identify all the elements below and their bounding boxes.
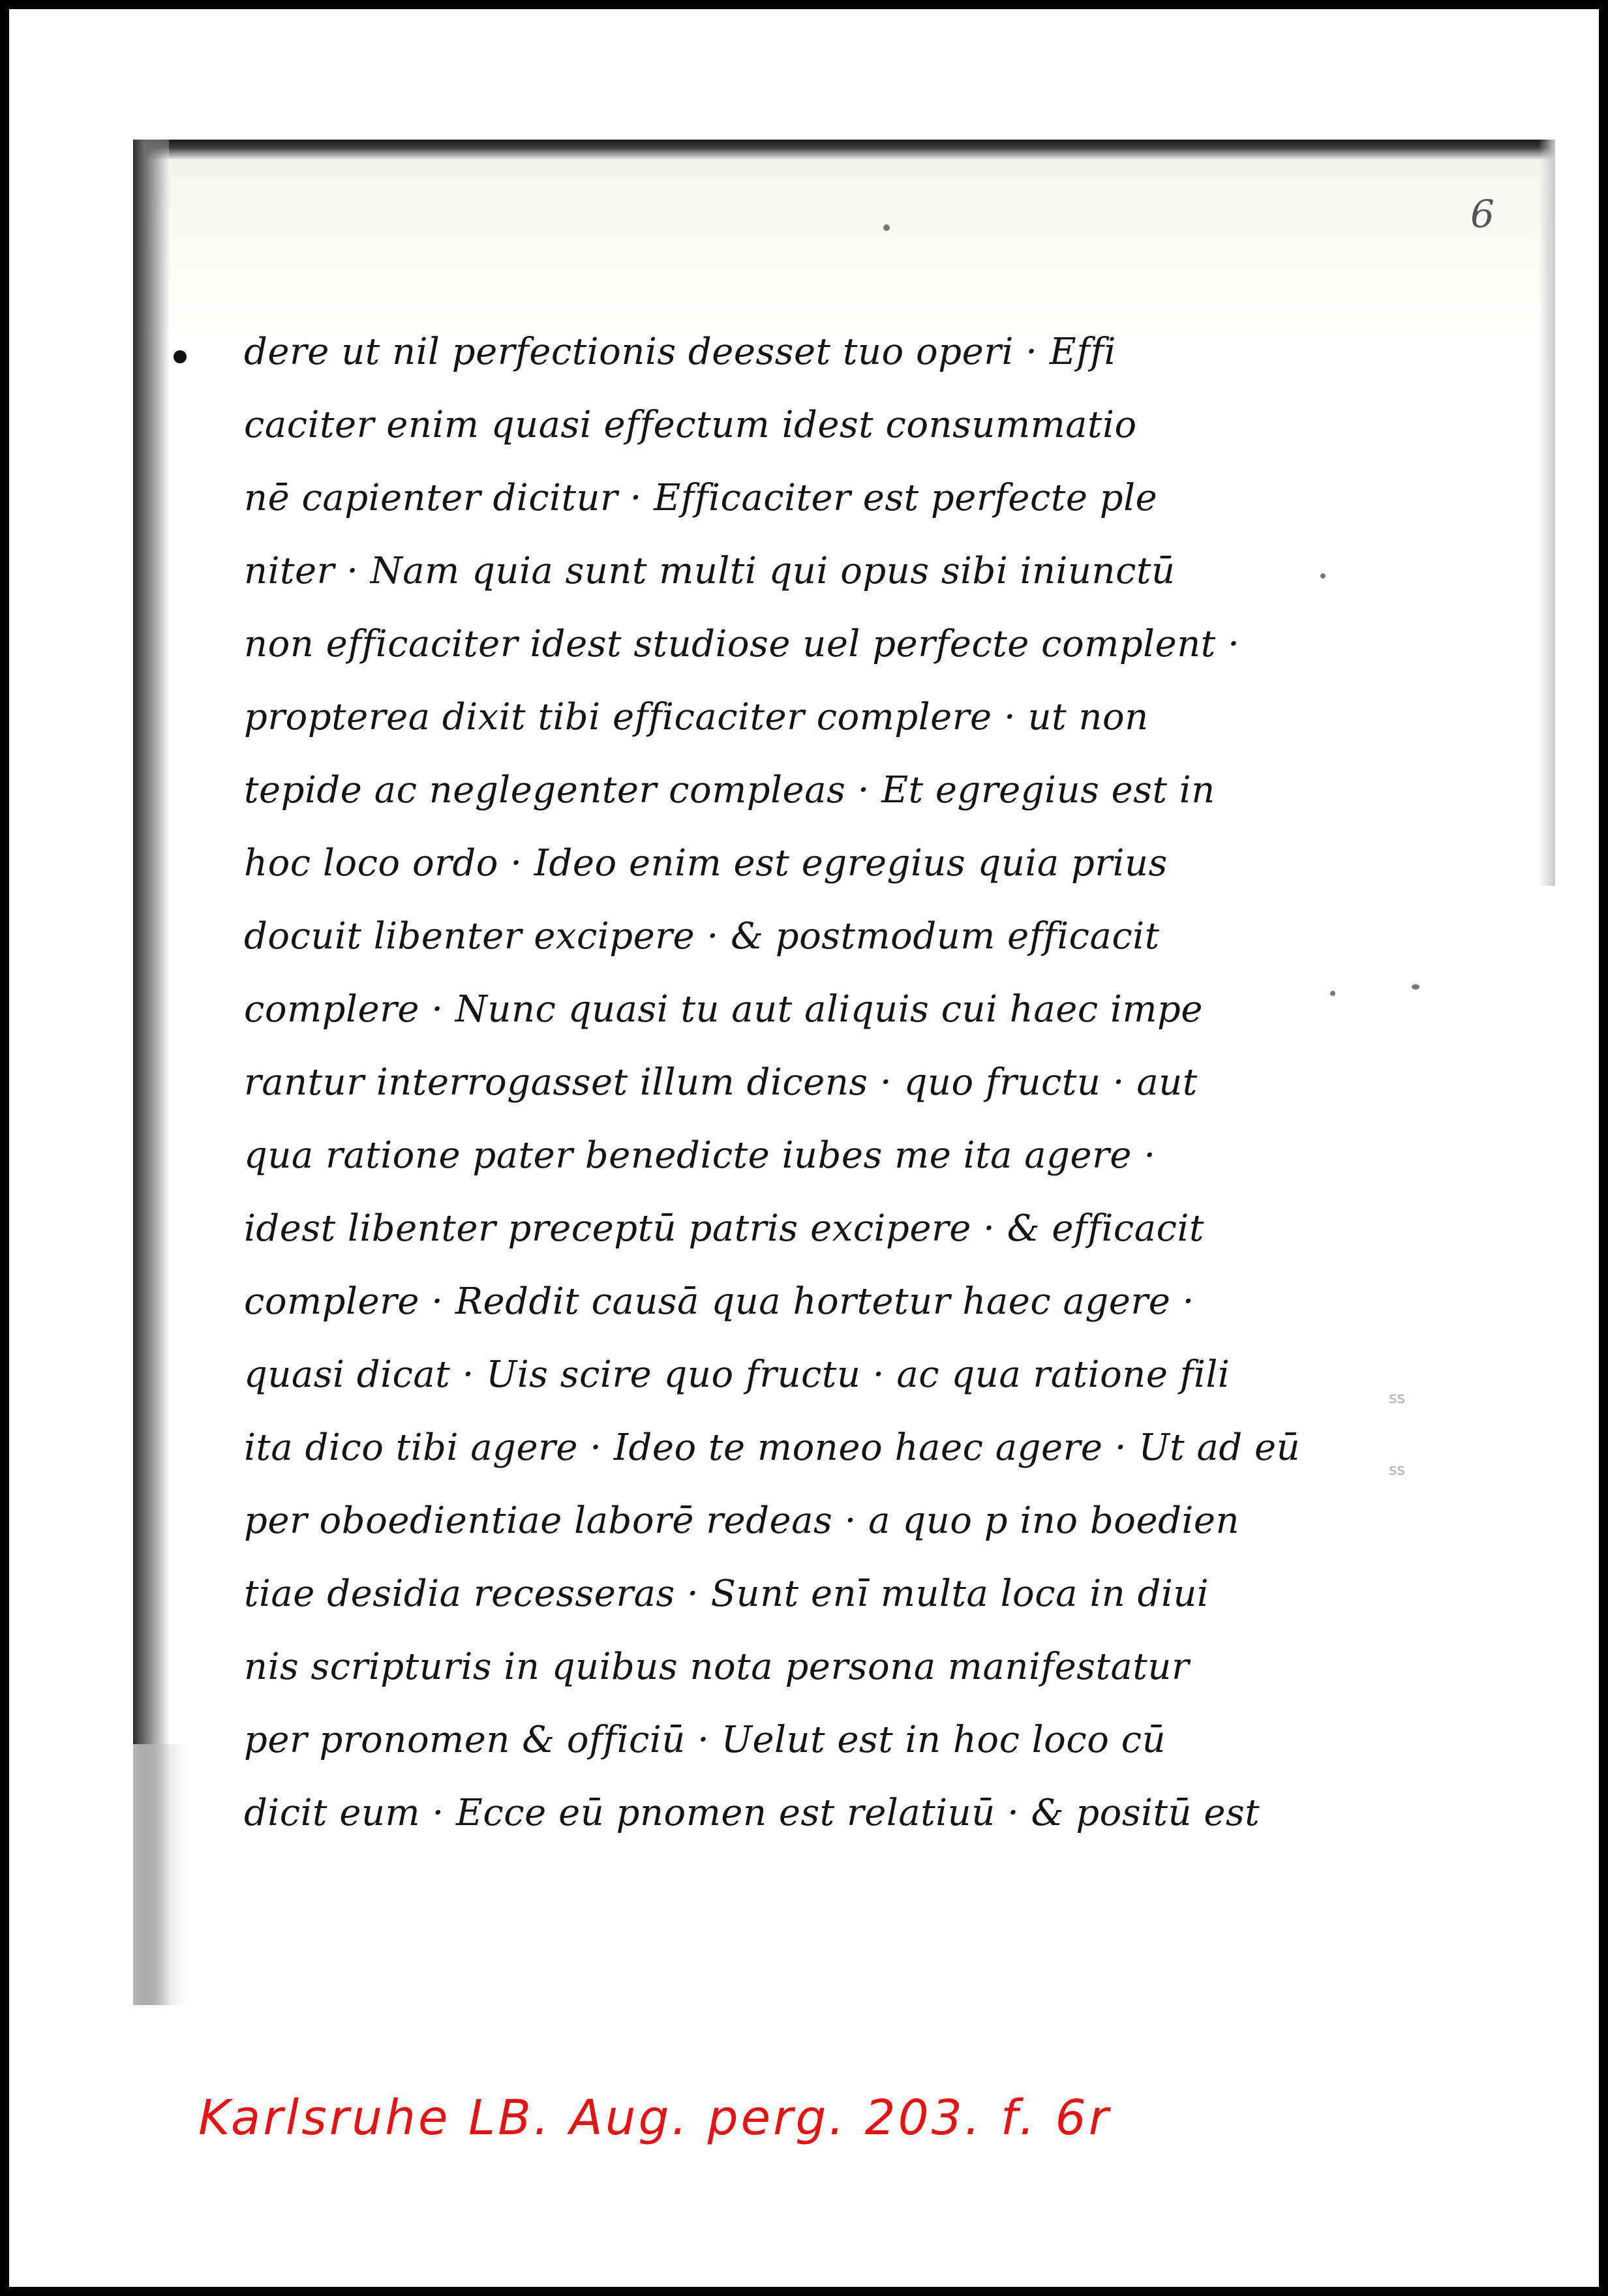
parchment-frayed-corner xyxy=(133,1744,185,2005)
manuscript-line: per oboedientiae laborē redeas · a quo p ino boedien xyxy=(244,1500,1240,1542)
manuscript-line: qua ratione pater benedicte iubes me ita agere · xyxy=(244,1134,1156,1177)
parchment-speck xyxy=(883,224,890,231)
manuscript-photograph xyxy=(133,140,1555,2005)
manuscript-line: docuit libenter excipere · & postmodum efficacit xyxy=(244,915,1160,958)
folio-number: 6 xyxy=(1470,192,1494,236)
parchment-top-edge xyxy=(133,140,1555,159)
manuscript-line: hoc loco ordo · Ideo enim est egregius quia prius xyxy=(244,842,1168,884)
parchment-speck xyxy=(1412,984,1419,989)
margin-mark: ss xyxy=(1389,1460,1406,1479)
manuscript-line: complere · Reddit causā qua hortetur haec agere · xyxy=(244,1280,1194,1323)
manuscript-line: rantur interrogasset illum dicens · quo fructu · aut xyxy=(244,1061,1198,1104)
parchment-right-edge xyxy=(1539,140,1555,886)
manuscript-line: per pronomen & officiū · Uelut est in hoc loco cū xyxy=(244,1719,1166,1761)
parchment-left-edge xyxy=(133,140,169,2005)
shelfmark-caption: Karlsruhe LB. Aug. perg. 203. f. 6r xyxy=(198,2090,1112,2146)
scan-page xyxy=(9,9,1599,2287)
manuscript-text xyxy=(244,316,1353,1850)
manuscript-line: dere ut nil perfectionis deesset tuo operi · Effi xyxy=(244,331,1117,373)
manuscript-line: tiae desidia recesseras · Sunt enī multa loca in diui xyxy=(244,1573,1209,1615)
margin-dot-icon xyxy=(174,350,187,363)
manuscript-line: non efficaciter idest studiose uel perfecte complent · xyxy=(244,623,1240,665)
margin-mark: ss xyxy=(1389,1389,1406,1407)
manuscript-line: nis scripturis in quibus nota persona manifestatur xyxy=(244,1646,1190,1688)
manuscript-line: propterea dixit tibi efficaciter complere · ut non xyxy=(244,696,1149,738)
manuscript-line: caciter enim quasi effectum idest consummatio xyxy=(244,404,1137,446)
manuscript-line: complere · Nunc quasi tu aut aliquis cui haec impe xyxy=(244,988,1204,1031)
manuscript-line: ita dico tibi agere · Ideo te moneo haec agere · Ut ad eū xyxy=(244,1427,1301,1469)
manuscript-line: quasi dicat · Uis scire quo fructu · ac qua ratione fili xyxy=(244,1353,1230,1396)
manuscript-line: nē capienter dicitur · Efficaciter est perfecte ple xyxy=(244,477,1158,519)
manuscript-line: niter · Nam quia sunt multi qui opus sibi iniunctū xyxy=(244,550,1176,592)
manuscript-line: tepide ac neglegenter compleas · Et egregius est in xyxy=(244,769,1215,811)
manuscript-line: dicit eum · Ecce eū pnomen est relatiuū · & positū est xyxy=(244,1792,1260,1834)
manuscript-line: idest libenter preceptū patris excipere · & efficacit xyxy=(244,1207,1204,1250)
